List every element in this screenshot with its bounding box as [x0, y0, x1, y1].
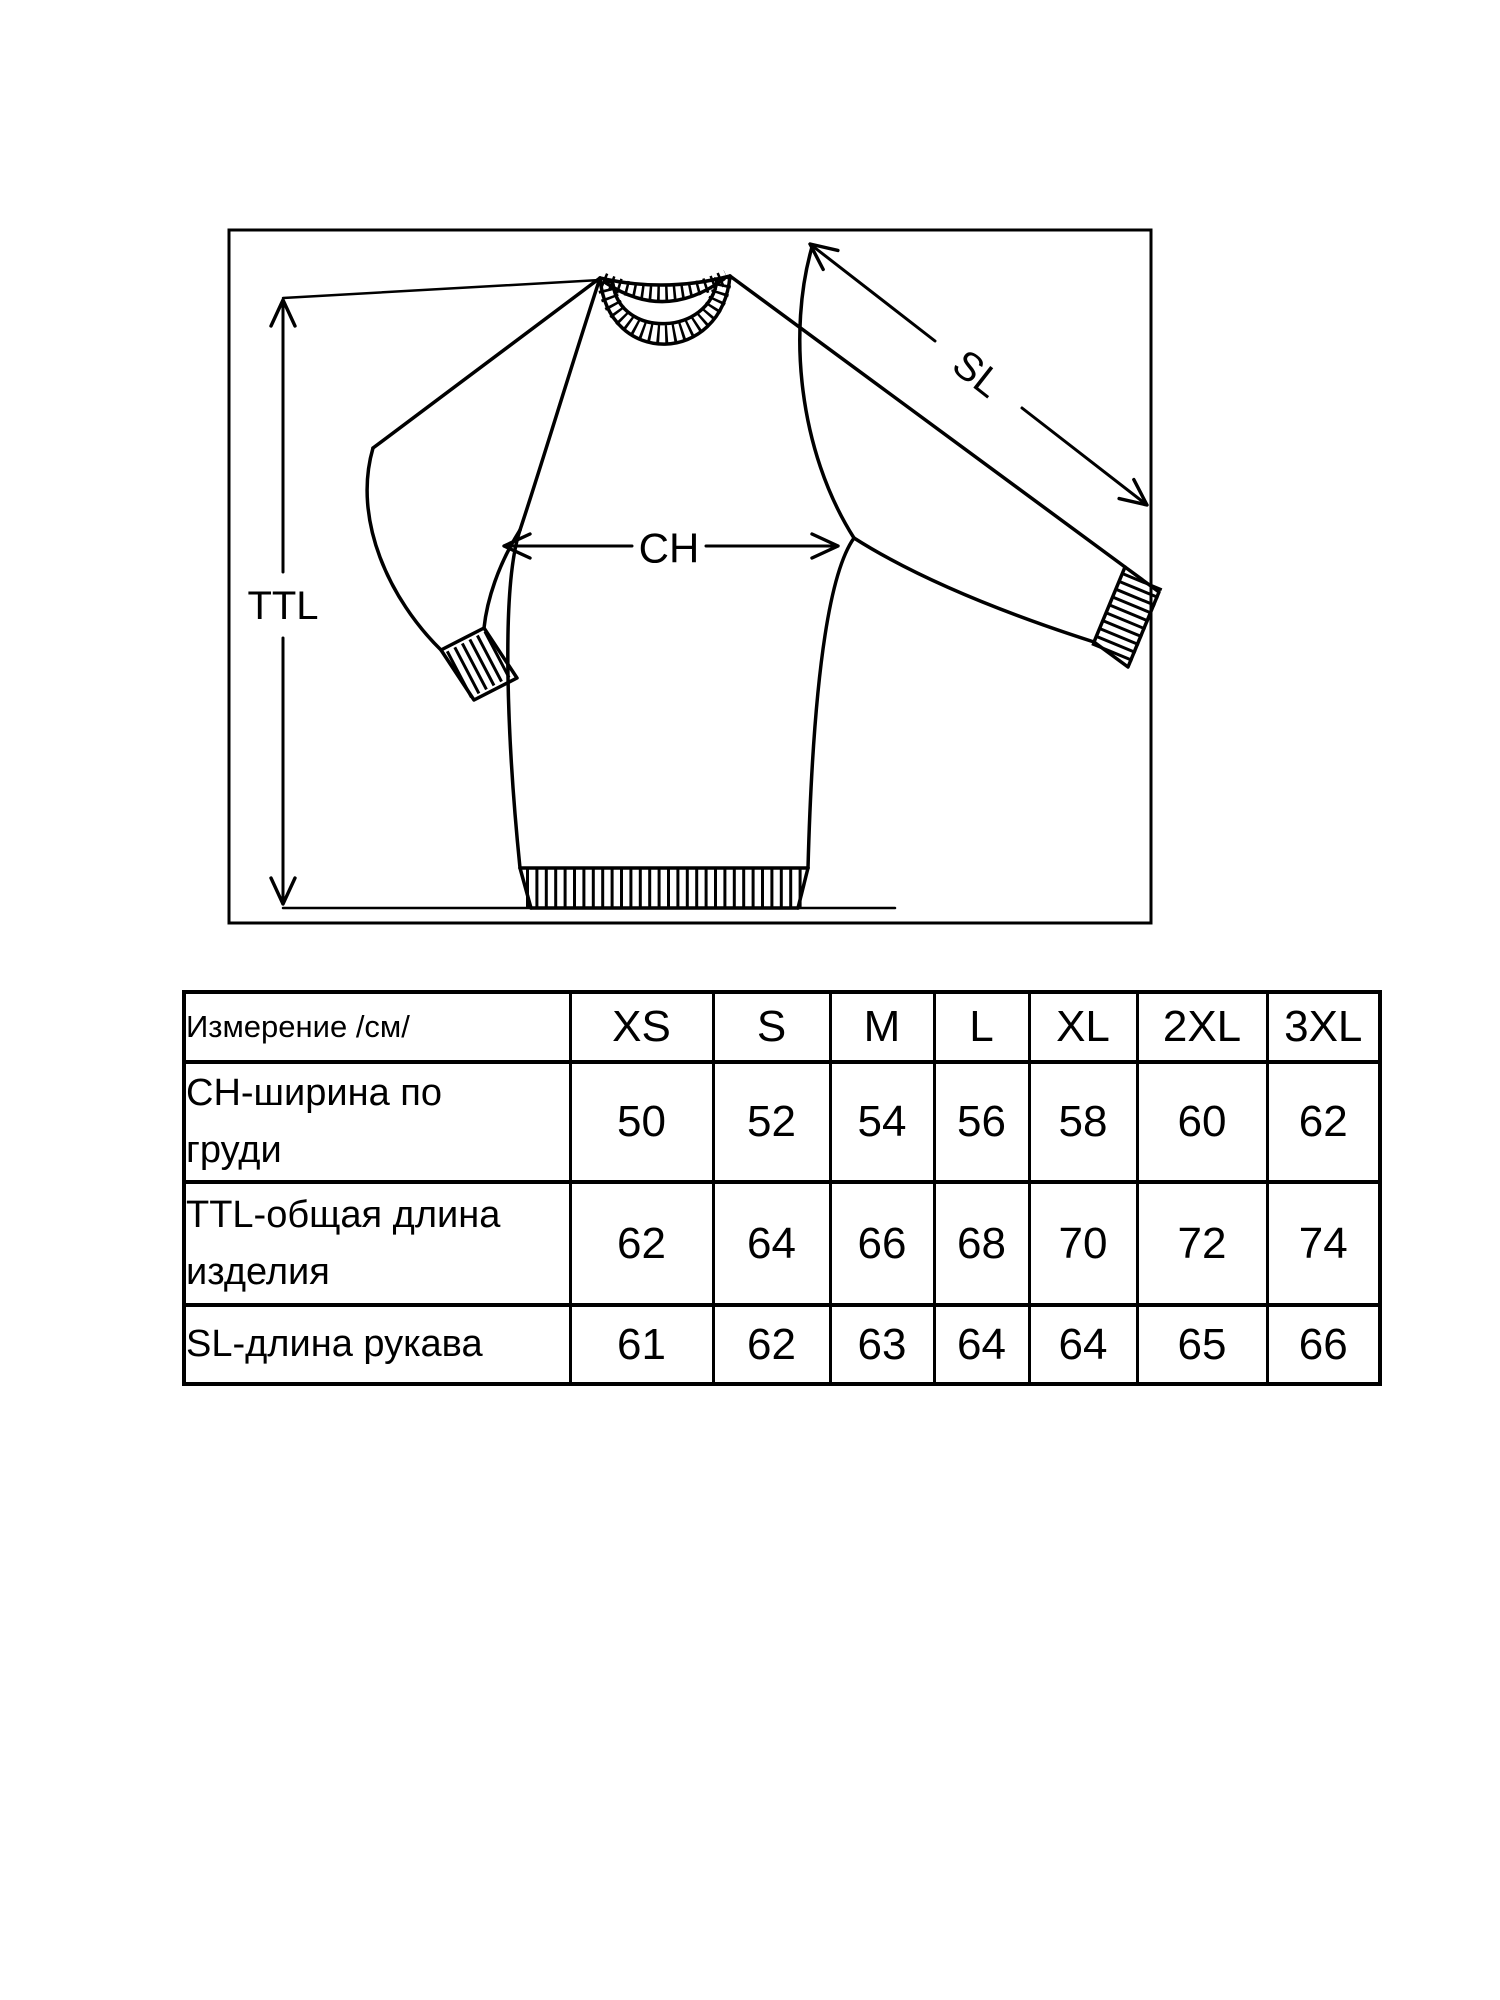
size-header-2xl: 2XL: [1137, 992, 1267, 1062]
value-sl-s: 62: [713, 1305, 830, 1384]
diagram-frame: [229, 230, 1151, 923]
size-header-xl: XL: [1029, 992, 1137, 1062]
value-sl-xs: 61: [570, 1305, 713, 1384]
value-ch-l: 56: [934, 1062, 1029, 1182]
value-ch-m: 54: [830, 1062, 934, 1182]
collar: [600, 276, 730, 344]
right-cuff-outline: [1094, 567, 1159, 667]
value-sl-xl: 64: [1029, 1305, 1137, 1384]
left-cuff-ribbing: [458, 653, 500, 675]
row-label-sleeve-length: SL-длина рукава: [184, 1305, 570, 1384]
value-ttl-xs: 62: [570, 1182, 713, 1305]
value-ttl-2xl: 72: [1137, 1182, 1267, 1305]
value-sl-2xl: 65: [1137, 1305, 1267, 1384]
table-row-sleeve-length: [184, 1305, 1380, 1384]
value-ch-xl: 58: [1029, 1062, 1137, 1182]
value-ttl-s: 64: [713, 1182, 830, 1305]
value-ch-2xl: 60: [1137, 1062, 1267, 1182]
sweater-outline: [367, 247, 1159, 908]
value-sl-m: 63: [830, 1305, 934, 1384]
table-row-total-length: [184, 1182, 1380, 1305]
value-ttl-m: 66: [830, 1182, 934, 1305]
sl-label: SL: [944, 341, 1010, 407]
ttl-extension-top: [283, 280, 600, 298]
size-header-m: M: [830, 992, 934, 1062]
table-row-chest-width: [184, 1062, 1380, 1182]
value-ttl-l: 68: [934, 1182, 1029, 1305]
size-header-xs: XS: [570, 992, 713, 1062]
value-ttl-3xl: 74: [1267, 1182, 1380, 1305]
table-header-row: [184, 992, 1380, 1062]
value-ttl-xl: 70: [1029, 1182, 1137, 1305]
value-ch-3xl: 62: [1267, 1062, 1380, 1182]
size-header-s: S: [713, 992, 830, 1062]
size-table: [182, 990, 1382, 1386]
ch-label: CH: [638, 524, 700, 572]
size-header-l: L: [934, 992, 1029, 1062]
row-label-total-length: TTL-общая длина изделия: [184, 1182, 570, 1305]
value-ch-s: 52: [713, 1062, 830, 1182]
row-label-chest-width: CH-ширина по груди: [184, 1062, 570, 1182]
ttl-label: TTL: [247, 584, 319, 628]
value-ch-xs: 50: [570, 1062, 713, 1182]
measure-unit-header: Измерение /см/: [184, 992, 570, 1062]
value-sl-l: 64: [934, 1305, 1029, 1384]
dimension-lines: [283, 244, 1147, 908]
size-header-3xl: 3XL: [1267, 992, 1380, 1062]
value-sl-3xl: 66: [1267, 1305, 1380, 1384]
sl-dimension-arrow: [810, 244, 935, 341]
ribbing-hatch: [458, 580, 1142, 888]
